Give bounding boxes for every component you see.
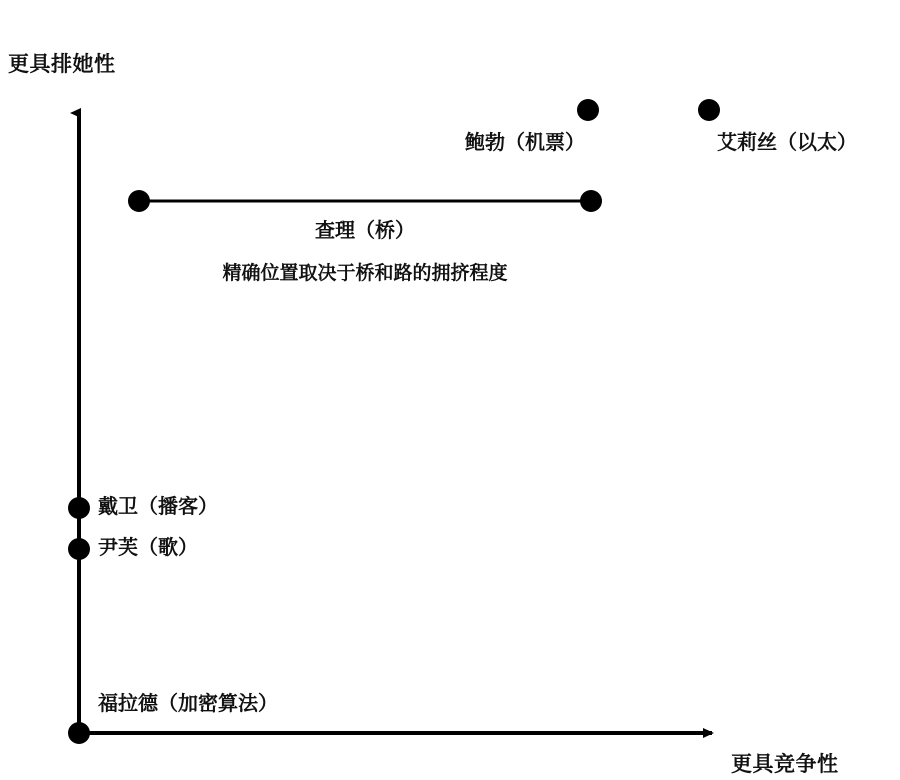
point-charlie-right[interactable] [580, 190, 602, 212]
y-axis-label: 更具排她性 [8, 53, 116, 76]
label-eve: 尹芙（歌） [98, 537, 198, 559]
label-fred: 福拉德（加密算法） [98, 693, 278, 715]
label-dave: 戴卫（播客） [98, 496, 218, 518]
label-charlie: 查理（桥） [315, 220, 415, 242]
point-charlie-left[interactable] [128, 190, 150, 212]
point-bob[interactable] [577, 99, 599, 121]
label-bob: 鲍勃（机票） [465, 132, 585, 154]
label-alice: 艾莉丝（以太） [717, 132, 857, 154]
note-charlie-range: 精确位置取决于桥和路的拥挤程度 [222, 263, 508, 284]
point-fred[interactable] [68, 722, 90, 744]
point-dave[interactable] [68, 497, 90, 519]
point-alice[interactable] [698, 99, 720, 121]
point-eve[interactable] [68, 538, 90, 560]
x-axis-label: 更具竞争性 [731, 753, 839, 776]
